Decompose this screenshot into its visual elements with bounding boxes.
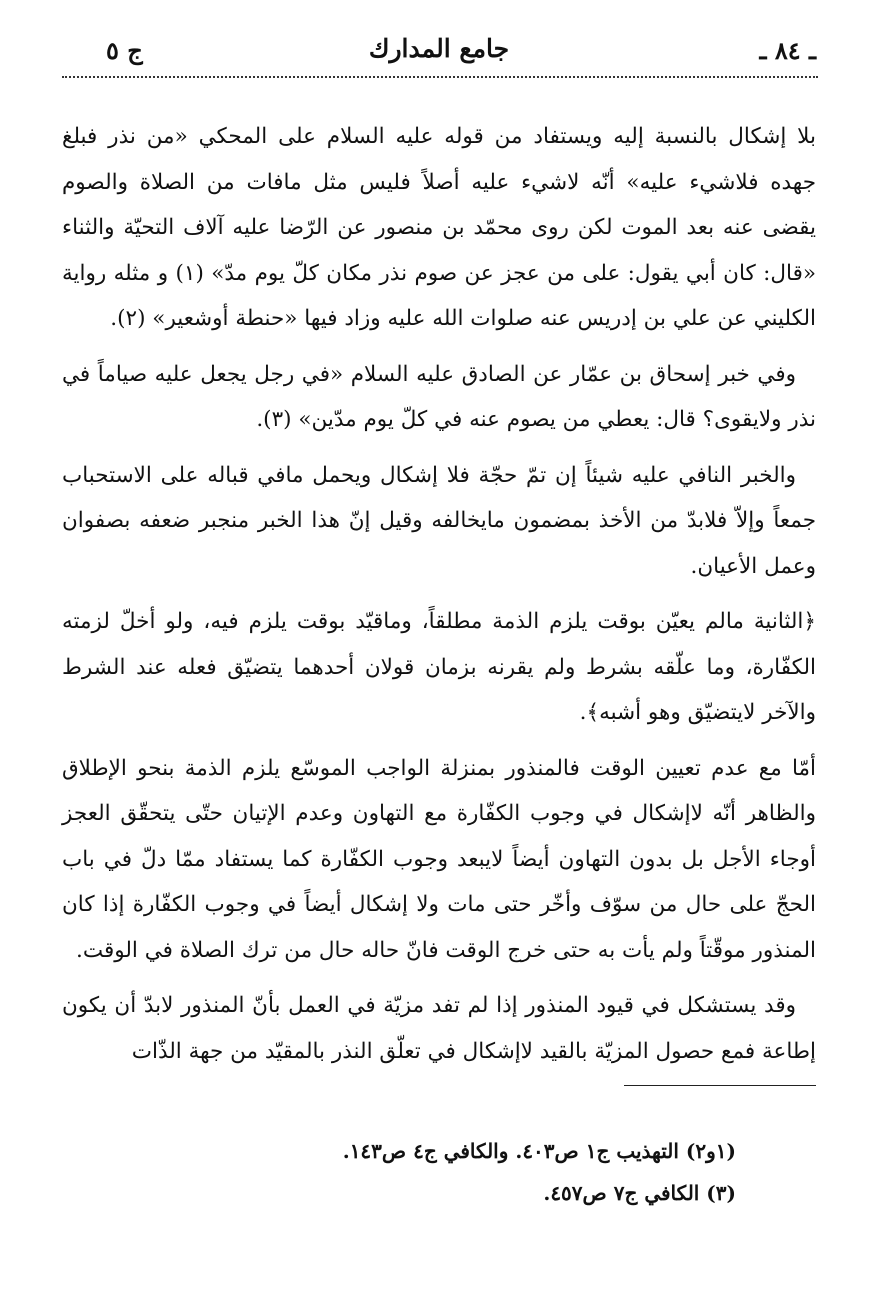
footnote: (٣) الكافي ج٧ ص٤٥٧. — [543, 1181, 736, 1205]
footnotes — [176, 1130, 736, 1214]
header-divider — [62, 76, 818, 78]
paragraph: والخبر النافي عليه شيئاً إن تمّ حجّة فلا إشكال ويحمل مافي قباله على الاستحباب جمعاً وإلاّ فلابدّ من الأخذ بمضمون مايخالفه وقيل إنّ هذا الخبر منجبر ضعفه بصفوان وعمل الأعيان. — [62, 462, 816, 579]
main-text — [62, 114, 816, 1084]
paragraph: وفي خبر إسحاق بن عمّار عن الصادق عليه السلام «في رجل يجعل عليه صياماً في نذر ولايقوى؟ قال: يعطي من يصوم عنه في كلّ يوم مدّين» (٣). — [62, 361, 816, 432]
running-header — [62, 30, 816, 74]
footnote: (١و٢) التهذيب ج١ ص٤٠٣. والكافي ج٤ ص١٤٣. — [342, 1139, 736, 1163]
page-number: ـ ٨٤ ـ — [759, 36, 816, 65]
volume-label: ج ٥ — [106, 36, 143, 65]
paragraph: بلا إشكال بالنسبة إليه ويستفاد من قوله عليه السلام على المحكي «من نذر فبلغ جهده فلاشيء عليه» أنّه لاشيء عليه أصلاً فليس مثل مافات من الصلاة والصوم يقضى عنه بعد الموت لكن روى محمّد بن منصور عن الرّضا عليه آلاف التحيّة والثناء «قال: كان أبي يقول: على من عجز عن صوم نذر مكان كلّ يوم مدّ» (١) و مثله رواية الكليني عن علي بن إدريس عنه صلوات الله عليه وزاد فيها «حنطة أوشعير» (٢). — [62, 124, 816, 331]
book-title: جامع المدارك — [368, 34, 510, 63]
paragraph: أمّا مع عدم تعيين الوقت فالمنذور بمنزلة الواجب الموسّع يلزم الذمة بنحو الإطلاق والظاهر أنّه لاإشكال في وجوب الكفّارة مع التهاون وعدم الإتيان حتّى يتحقّق العجز أوجاء الأجل بل بدون التهاون أيضاً لايبعد وجوب الكفّارة كما يستفاد ممّا دلّ في باب الحجّ على حال من سوّف وأخّر حتى مات ولا إشكال أيضاً في وجوب الكفّارة إذا كان المنذور موقّتاً ولم يأت به حتى خرج الوقت فانّ حاله حال من ترك الصلاة في الوقت. — [62, 755, 816, 963]
paragraph: ﴿الثانية مالم يعيّن بوقت يلزم الذمة مطلقاً، وماقيّد بوقت يلزم فيه، ولو أخلّ لزمته الكفّارة، وما علّقه بشرط ولم يقرنه بزمان قولان أحدهما يتضيّق فعله عند الشرط والآخر لايتضيّق وهو أشبه﴾. — [62, 609, 816, 725]
paragraph: وقد يستشكل في قيود المنذور إذا لم تفد مزيّة في العمل بأنّ المنذور لابدّ أن يكون إطاعة فمع حصول المزيّة بالقيد لاإشكال في تعلّق النذر بالمقيّد من جهة الذّات — [62, 993, 816, 1064]
footnote-divider — [624, 1085, 816, 1086]
